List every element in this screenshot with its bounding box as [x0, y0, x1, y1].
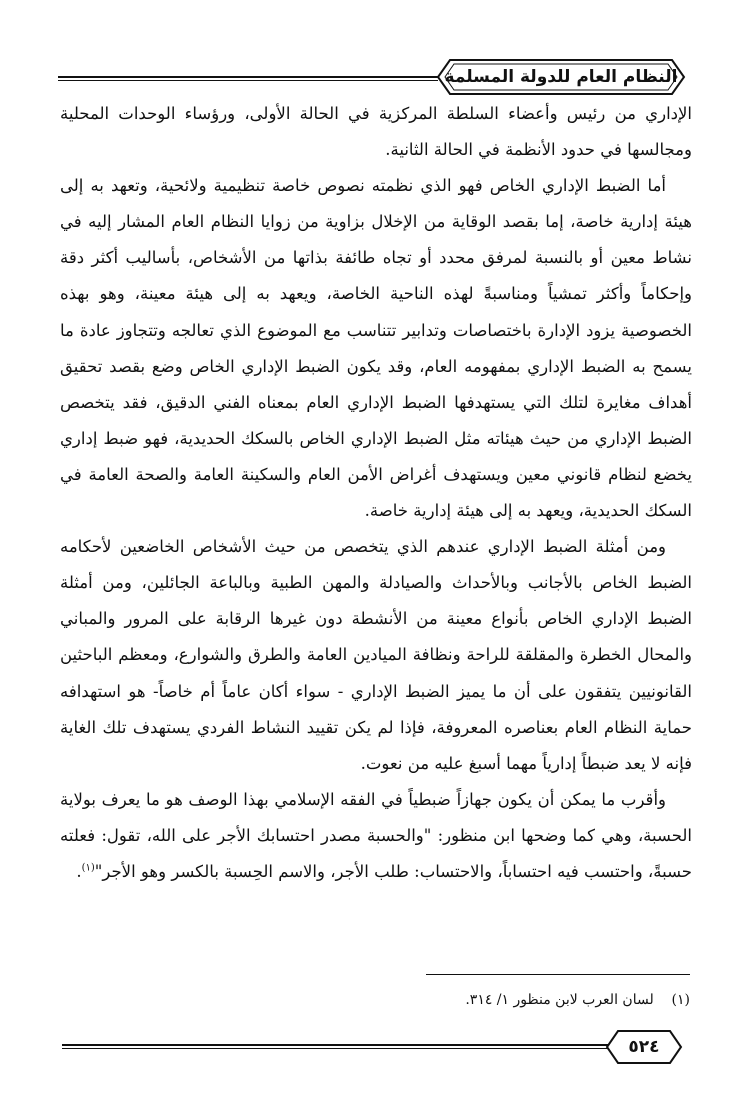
footer-rule-thin: [62, 1048, 610, 1049]
footnote-text: لسان العرب لابن منظور ١/ ٣١٤.: [465, 992, 654, 1008]
footnote: [250, 990, 690, 1010]
footnote-reference[interactable]: (١): [81, 862, 95, 874]
header-rule: [58, 76, 438, 78]
paragraph-4-text: وأقرب ما يمكن أن يكون جهازاً ضبطياً في الفقه الإسلامي بهذا الوصف هو ما يعرف بولاية الحسبة، وهي كما وضحها ابن منظور: "والحسبة مصدر احتسابك الأجر على الله، تقول: فعلته حسبةً، واحتسب فيه احتساباً، والاحتساب: طلب الأجر، والاسم الحِسبة بالكسر وهو الأجر": [60, 789, 692, 881]
page-number-badge: [604, 1028, 684, 1066]
footnote-marker: (١): [671, 992, 690, 1008]
paragraph-4: وأقرب ما يمكن أن يكون جهازاً ضبطياً في الفقه الإسلامي بهذا الوصف هو ما يعرف بولاية الحسبة، وهي كما وضحها ابن منظور: "والحسبة مصدر احتسابك الأجر على الله، تقول: فعلته حسبةً، واحتسب فيه احتساباً، والاحتساب: طلب الأجر، والاسم الحِسبة بالكسر وهو الأجر"$^{(١)}$.: [60, 789, 692, 881]
paragraph-2: أما الضبط الإداري الخاص فهو الذي نظمته نصوص خاصة تنظيمية ولائحية، وتعهد به إلى هيئة إدارية خاصة، إما بقصد الوقاية من الإخلال بزاوية من زوايا النظام العام المشار إليه في نشاط معين أو بالنسبة لمرفق محدد أو تجاه طائفة بذاتها من الأشخاص، بأساليب أكثر دقة وإحكاماً وأكثر تمشياً ومناسبةً لهذه الناحية الخاصة، ويعهد به إلى هيئة معينة، وهو بهذه الخصوصية يزود الإدارة باختصاصات وتدابير تتناسب مع الموضوع الذي تعالجه وتتجاوز عادة ما يسمح به الضبط الإداري بمفهومه العام، وقد يكون الضبط الإداري الخاص وضع بقصد تحقيق أهداف مغايرة لتلك التي يستهدفها الضبط الإداري العام بمعناه الفني الدقيق، فقد يتخصص الضبط الإداري من حيث هيئاته مثل الضبط الإداري الخاص بالسكك الحديدية، فهو ضبط إداري يخضع لنظام قانوني معين ويستهدف أغراض الأمن العام والسكينة العامة والصحة العامة في السكك الحديدية، ويعهد به إلى هيئة إدارية خاصة.: [60, 176, 692, 521]
page-number: ٥٢٤: [628, 1037, 660, 1057]
paragraph-3: ومن أمثلة الضبط الإداري عندهم الذي يتخصص من حيث الأشخاص الخاضعين لأحكامه الضبط الخاص بالأجانب وبالأحداث والصيادلة والمهن الطبية وبالباعة الجائلين، ومن أمثلة الضبط الإداري الخاص بأنواع معينة من الأنشطة دون غيرها الرقابة على المرور والمباني والمحال الخطرة والمقلقة للراحة ونظافة الميادين العامة والطرق والشوارع، ومعظم الباحثين القانونيين يتفقون على أن ما يميز الضبط الإداري - سواء أكان عاماً أم خاصاً- هو استهدافه حماية النظام العام بعناصره المعروفة، فإذا لم يكن تقييد النشاط الفردي يستهدف تلك الغاية فإنه لا يعد ضبطاً إدارياً مهما أسبغ عليه من نعوت.: [60, 537, 692, 773]
running-header-title: النظام العام للدولة المسلمة: [444, 67, 678, 87]
footnote-separator: [426, 974, 690, 975]
footer-rule: [62, 1044, 610, 1046]
header-rule-thin: [58, 80, 438, 81]
running-header: [436, 58, 686, 96]
paragraph-1: الإداري من رئيس وأعضاء السلطة المركزية في الحالة الأولى، ورؤساء الوحدات المحلية ومجالسها في حدود الأنظمة في الحالة الثانية.: [60, 104, 692, 160]
main-text: [60, 96, 692, 890]
